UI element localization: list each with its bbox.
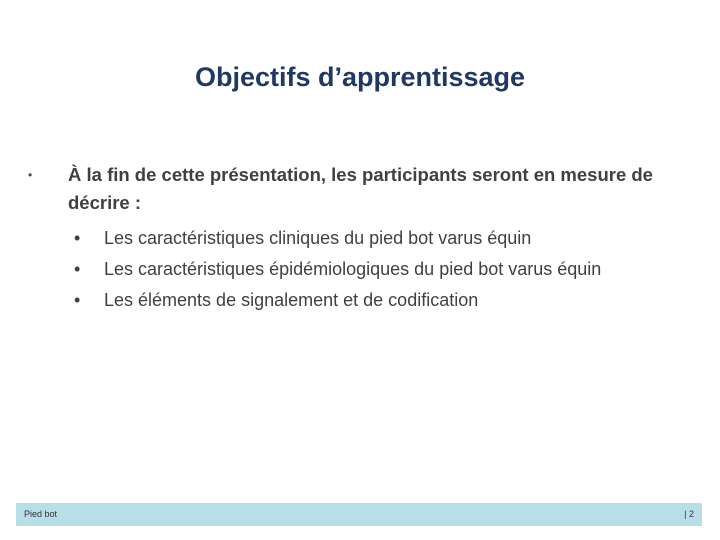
main-bullet — [28, 161, 708, 217]
sub-bullet-text: Les caractéristiques cliniques du pied bot varus équin — [104, 228, 532, 248]
sub-bullet-marker: • — [74, 290, 81, 310]
page-number: | 2 — [684, 509, 694, 519]
sub-bullet-item — [68, 285, 708, 316]
slide-content — [28, 161, 708, 316]
slide-footer — [16, 503, 702, 526]
sub-bullet-text: Les éléments de signalement et de codification — [104, 290, 479, 310]
sub-bullet-text: Les caractéristiques épidémiologiques du pied bot varus équin — [104, 259, 602, 279]
sub-bullet-item — [68, 254, 708, 285]
sub-bullet-marker: • — [74, 228, 81, 248]
sub-bullet-item — [68, 223, 708, 254]
sub-bullet-marker: • — [74, 259, 81, 279]
slide-title: Objectifs d’apprentissage — [194, 62, 526, 92]
footer-title: Pied bot — [24, 509, 58, 519]
main-bullet-text: À la fin de cette présentation, les participants seront en mesure de décrire : — [68, 164, 653, 213]
main-bullet-marker: • — [28, 168, 33, 182]
sub-bullet-list — [68, 223, 708, 316]
